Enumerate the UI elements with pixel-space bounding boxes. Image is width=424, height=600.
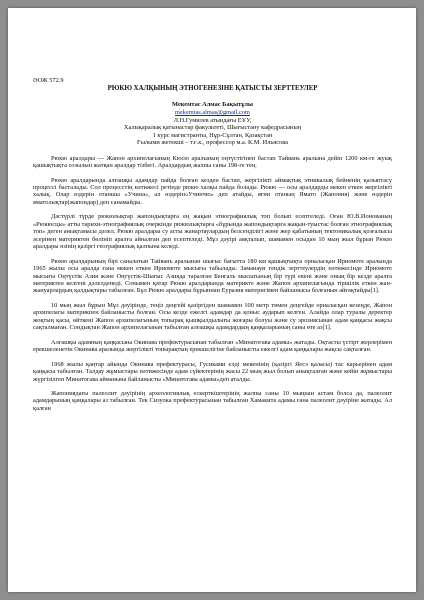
body-paragraph: Рюкю аралдарында алғашқы адамдар пайда болған кезден бастап, жергілікті аймақтық этникалық бейненің қалыптасу процессі басталады. Сол процесстің нәтижесі ретінде рюкю халқы пайда болады. Рюкю — осы аралдарды мекен еткен жергілікті халық. Олар өздерін отаншы «Учина», ал өздерін«Учинчю» деп атайды, яғни отаның Ямато (Жапония) және өздерін яматолықтар(жапондар) деп санамайды. bbox=[33, 176, 392, 206]
article-body bbox=[33, 155, 392, 413]
article-title: РЮКЮ ХАЛҚЫНЫҢ ЭТНОГЕНЕЗІНЕ ҚАТЫСТЫ ЗЕРТТЕУЛЕР bbox=[107, 85, 318, 93]
affiliation-line: Л.Н.Гумилев атындағы ЕҰУ, bbox=[173, 116, 252, 124]
body-paragraph: Дәстүрлі түрде рюкюлықтар жапондықтарға ең жақын этнографиялық топ болып есептеледі. Оған Ю.В.Ионованың «Рюкюсцы» атты тарихи-этнографиялық очеркінде рюкюлықтарға «бұрында жапондықтарға жақын-туыстас болған этнографиялық топ» деген анықтамасы дәлел. Рюкю аралдары су асты жанартаулардың белсенділігі және жер қабатының тектоникалық қозғалысы әсерінен материктен бөлініп аралға айналған деп есептеледі. Мұз дәуірі аяқталып, шамамен осыдан 10 мың жыл бұрын Рюкю аралдары өзінің қазіргі географиялық қалпына келеді. bbox=[33, 213, 392, 251]
author-email-link[interactable]: mekemtas.almas@gmail.com bbox=[175, 109, 250, 117]
body-paragraph: Рюкю аралдарының бірі саналатын Тайвань аралынан шығыс бағытта 180 км қашықтықта орналасқан Ириомоте аралында 1965 жылы осы аралда ғана мекен еткен Ириомоте мысығы табылады. Заманауи гендік зерттеулердің нәтижесінде Ириомоте мысығы Оңтүстік Азия және Оңтүстік-Шығыс Азияда таралған Бенгаль мысығының бір түрі екені және оның бір кезде аралға материктен келгені дәлелденеді. Сонымен қатар Рюкю аралдарында материкте және Жапон архипелагында тіршілік еткен жан-жануарлардың қалдықтары табылған. Бұл Рюкю аралдары бұрыннан Еуразия материгімен байланысы болғанын айғақтайды[1]. bbox=[33, 257, 392, 295]
affiliation-line: 1 курс магистранты, Нұр-Сұлтан, Қазақстан bbox=[152, 131, 273, 139]
body-paragraph: 10 мың жыл бұрын Мұз дәуірінде, теңіз деңгейі қазіргіден шамамен 100 метр төмен деңгейде орналасқан кезеңде, Жапон архипелагы материкпен байланысты болған. Осы кезде ежелгі адамдар да қоныс аударып келген. Алайда олар туралы деректер жоқтың қасы, өйткені Жапон архипелагының топырақ қышқылдылығы жоғары болуы және су эрозиясынан адам қаңқасы жақсы сақталмаған. Сондықтан Жапон архипелагынан табылған алғашқы адамдардың қаңқаларының саны өте аз[1]. bbox=[33, 301, 392, 332]
body-paragraph: Рюкю аралдары — Жапон архипелагының Кюсю аралының оңтүстігінен бастап Тайвань аралына дейін 1200 км-ге жуық қашықтықта созылып жатқан аралдар тізбегі. Аралдардың жалпы саны 198-ге тең. bbox=[33, 154, 392, 170]
body-paragraph: Жапониядағы палеолит дәуірінің археологиялық ескерткіштерінің жалпы саны 10 мыңнан астам болса да, палеолит адамдарының қаңқалары аз табылған. Тек Сизуока префектурасынан табылған Хамакита адамы ғана палеолит дәуіріне жатады. Ал қалған bbox=[33, 389, 392, 412]
udc-code: ӘОЖ 572.9 bbox=[33, 77, 64, 84]
body-paragraph: Алғашқы адамның қаңқасына Окинава префектурасынан табылған «Минатогава адамы» жатады. Оқтасты үстірт жерлерімен ерекшеленетін Окинава аралында жергілікті топырақтың ерекшелігіне байланысты ежелгі адам қаңқалары жақсы сақталған. bbox=[33, 338, 392, 354]
affiliation-line: Халықаралық қатынастар факультеті, Шығыстану кафедрасының bbox=[123, 124, 302, 132]
article bbox=[33, 77, 392, 419]
body-paragraph: 1968 жылы қаңтар айында Окинава префектурасы, Гусиками елді мекенінің (қазіргі Яесэ қаласы) тас карьерінен адам қаңқасы табылған. Талдау жұмыстары нәтижесінде адам сүйектерінің жасы 22 мың жыл болып анықталған және кейін жұмыстары жүргізілген Минатогава айманына байланысты «Минатогава адамы»деп аталды. bbox=[33, 360, 392, 383]
document-page bbox=[8, 8, 416, 592]
affiliation-block bbox=[33, 117, 392, 147]
affiliation-line: Ғылыми жетекші – т.ғ.к., профессор м.а. К.М. Ильясова bbox=[137, 139, 288, 147]
author-name: Мекемтас Алмас Бақытұлы bbox=[172, 100, 253, 108]
